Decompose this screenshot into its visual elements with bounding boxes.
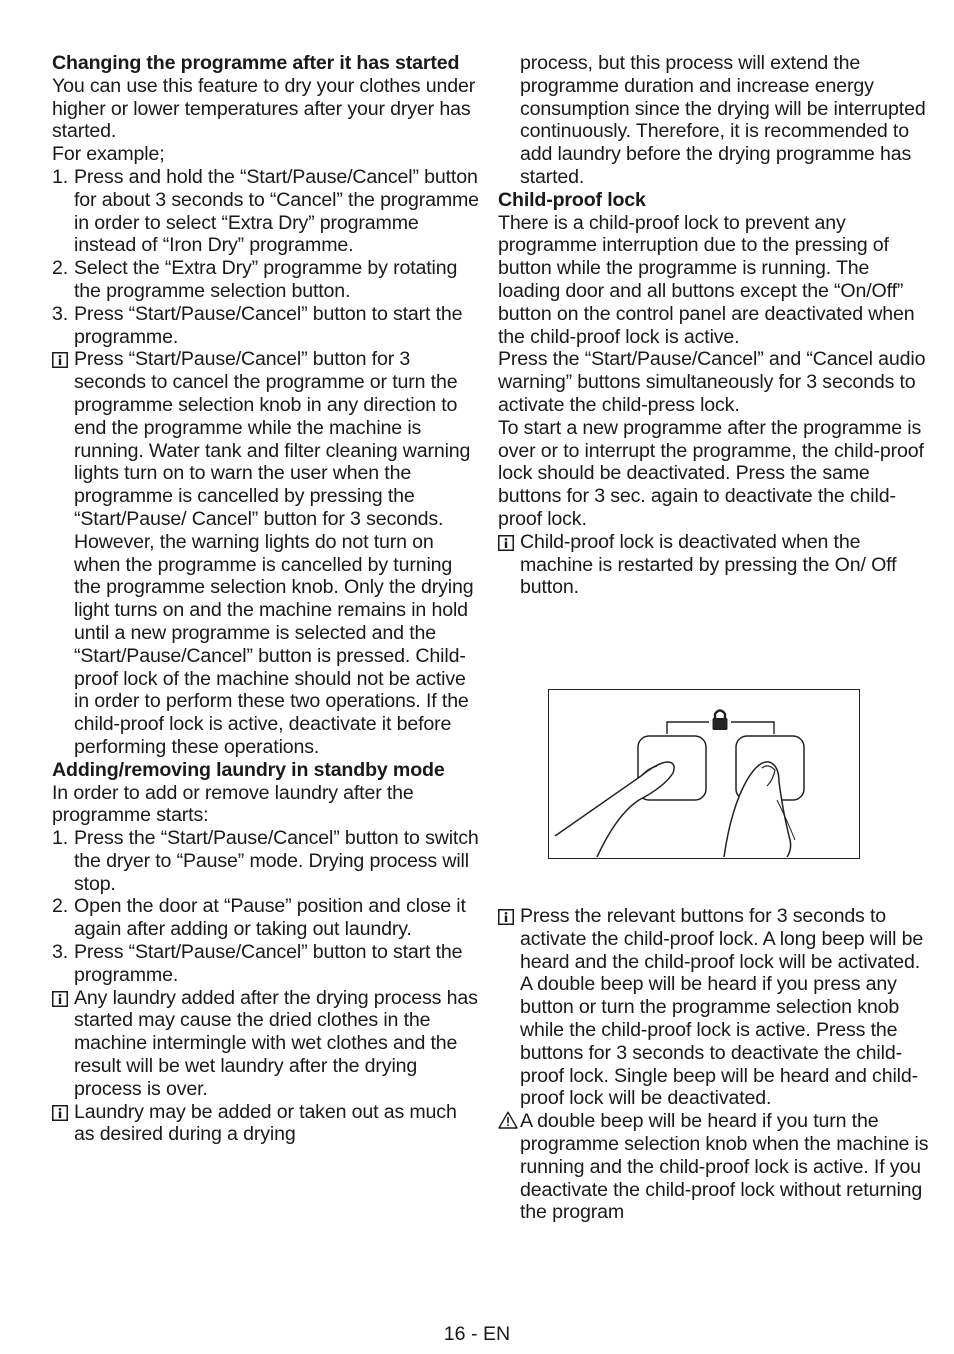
continued-note-text: process, but this process will extend the programme duration and increase energy consumption since the drying will be interrupted continuously. Therefore, it is recommended to add laundry before the drying programme has started. [520, 52, 926, 188]
list-item [52, 257, 482, 303]
info-icon [498, 534, 514, 557]
info-note [498, 531, 930, 599]
info-note-text: Press “Start/Pause/Cancel” button for 3 seconds to cancel the programme or turn the programme selection knob in any direction to end the programme while the machine is running. Water tank and filter cleaning warning lights turn on to warn the user when the programme is cancelled by pressing the “Start/Pause/ Cancel” button for 3 seconds. However, the warning lights do not turn on when the programme is cancelled by turning the programme selection knob. Only the drying light turns on and the machine remains in hold until a new programme is selected and the “Start/Pause/Cancel” button is pressed. Child-proof lock of the machine should not be active in order to perform these two operations. If the child-proof lock is active, deactivate it before performing these operations. [74, 348, 474, 758]
info-note [498, 905, 930, 1110]
list-item [52, 941, 482, 987]
info-note-text: Press the relevant buttons for 3 seconds to activate the child-proof lock. A long beep will be heard and the child-proof lock will be activated. A double beep will be heard if you press any button or turn the programme selection knob while the child-proof lock is active. Press the buttons for 3 seconds to deactivate the child-proof lock. Single beep will be heard and child-proof lock will be deactivated. [520, 905, 924, 1110]
lock-icon [713, 711, 728, 731]
section-intro: You can use this feature to dry your clothes under higher or lower temperatures after your dryer has started. [52, 74, 476, 143]
step-number: 3. [52, 941, 69, 964]
step-text: Press and hold the “Start/Pause/Cancel” button for about 3 seconds to “Cancel” the programme in order to select “Extra Dry” programme instead of “Iron Dry” programme. [74, 165, 479, 257]
section-intro: In order to add or remove laundry after the programme starts: [52, 781, 414, 827]
section-heading-child-proof-lock: Child-proof lock [498, 188, 646, 211]
step-text: Select the “Extra Dry” programme by rotating the programme selection button. [74, 257, 458, 302]
section-heading-changing-programme: Changing the programme after it has started [52, 52, 460, 74]
example-label: For example; [52, 143, 165, 166]
paragraph: Press the “Start/Pause/Cancel” and “Cancel audio warning” buttons simultaneously for 3 seconds to activate the child-press lock. [498, 348, 926, 416]
list-item [52, 895, 482, 941]
section-heading-adding-laundry: Adding/removing laundry in standby mode [52, 758, 445, 781]
info-icon [52, 351, 68, 374]
info-note [52, 348, 482, 758]
info-icon [52, 990, 68, 1013]
right-column [498, 52, 930, 599]
list-item [52, 166, 482, 257]
list-item [52, 827, 482, 895]
step-number: 2. [52, 257, 69, 280]
info-note [52, 987, 482, 1101]
info-note-text: Any laundry added after the drying process has started may cause the dried clothes in the machine intermingle with wet clothes and the result will be wet laundry after the drying process is over. [74, 986, 478, 1100]
warning-icon [498, 1111, 518, 1135]
step-text: Press “Start/Pause/Cancel” button to start the programme. [74, 941, 463, 986]
paragraph: There is a child-proof lock to prevent any programme interruption due to the pressing of button while the programme is running. The loading door and all buttons except the “On/Off” button on the control panel are deactivated when the child-proof lock is active. [498, 211, 915, 348]
info-note-text: Child-proof lock is deactivated when the machine is restarted by pressing the On/ Off button. [520, 530, 897, 599]
warning-note-text: A double beep will be heard if you turn the programme selection knob when the machine is running and the child-proof lock is active. If you deactivate the child-proof lock without returning the program [520, 1110, 929, 1224]
warning-note [498, 1110, 930, 1224]
left-column [52, 52, 482, 1146]
child-lock-illustration [548, 689, 860, 859]
step-text: Open the door at “Pause” position and close it again after adding or taking out laundry. [74, 895, 466, 941]
page-number: 16 - EN [443, 1323, 511, 1345]
paragraph: To start a new programme after the programme is over or to interrupt the programme, the child-proof lock should be deactivated. Press the same buttons for 3 sec. again to deactivate the child-proof lock. [498, 416, 924, 530]
step-text: Press “Start/Pause/Cancel” button to start the programme. [74, 302, 463, 348]
child-lock-illustration-drawing [549, 690, 858, 857]
info-icon [498, 908, 514, 931]
right-column-lower [498, 905, 930, 1224]
info-note-text: Laundry may be added or taken out as much as desired during a drying [74, 1100, 457, 1146]
list-item [52, 303, 482, 349]
step-number: 1. [52, 827, 69, 850]
step-number: 1. [52, 165, 69, 188]
info-icon [52, 1104, 68, 1127]
step-number: 3. [52, 302, 69, 325]
step-number: 2. [52, 895, 69, 918]
step-text: Press the “Start/Pause/Cancel” button to switch the dryer to “Pause” mode. Drying process will stop. [74, 827, 479, 895]
info-note [52, 1101, 482, 1147]
